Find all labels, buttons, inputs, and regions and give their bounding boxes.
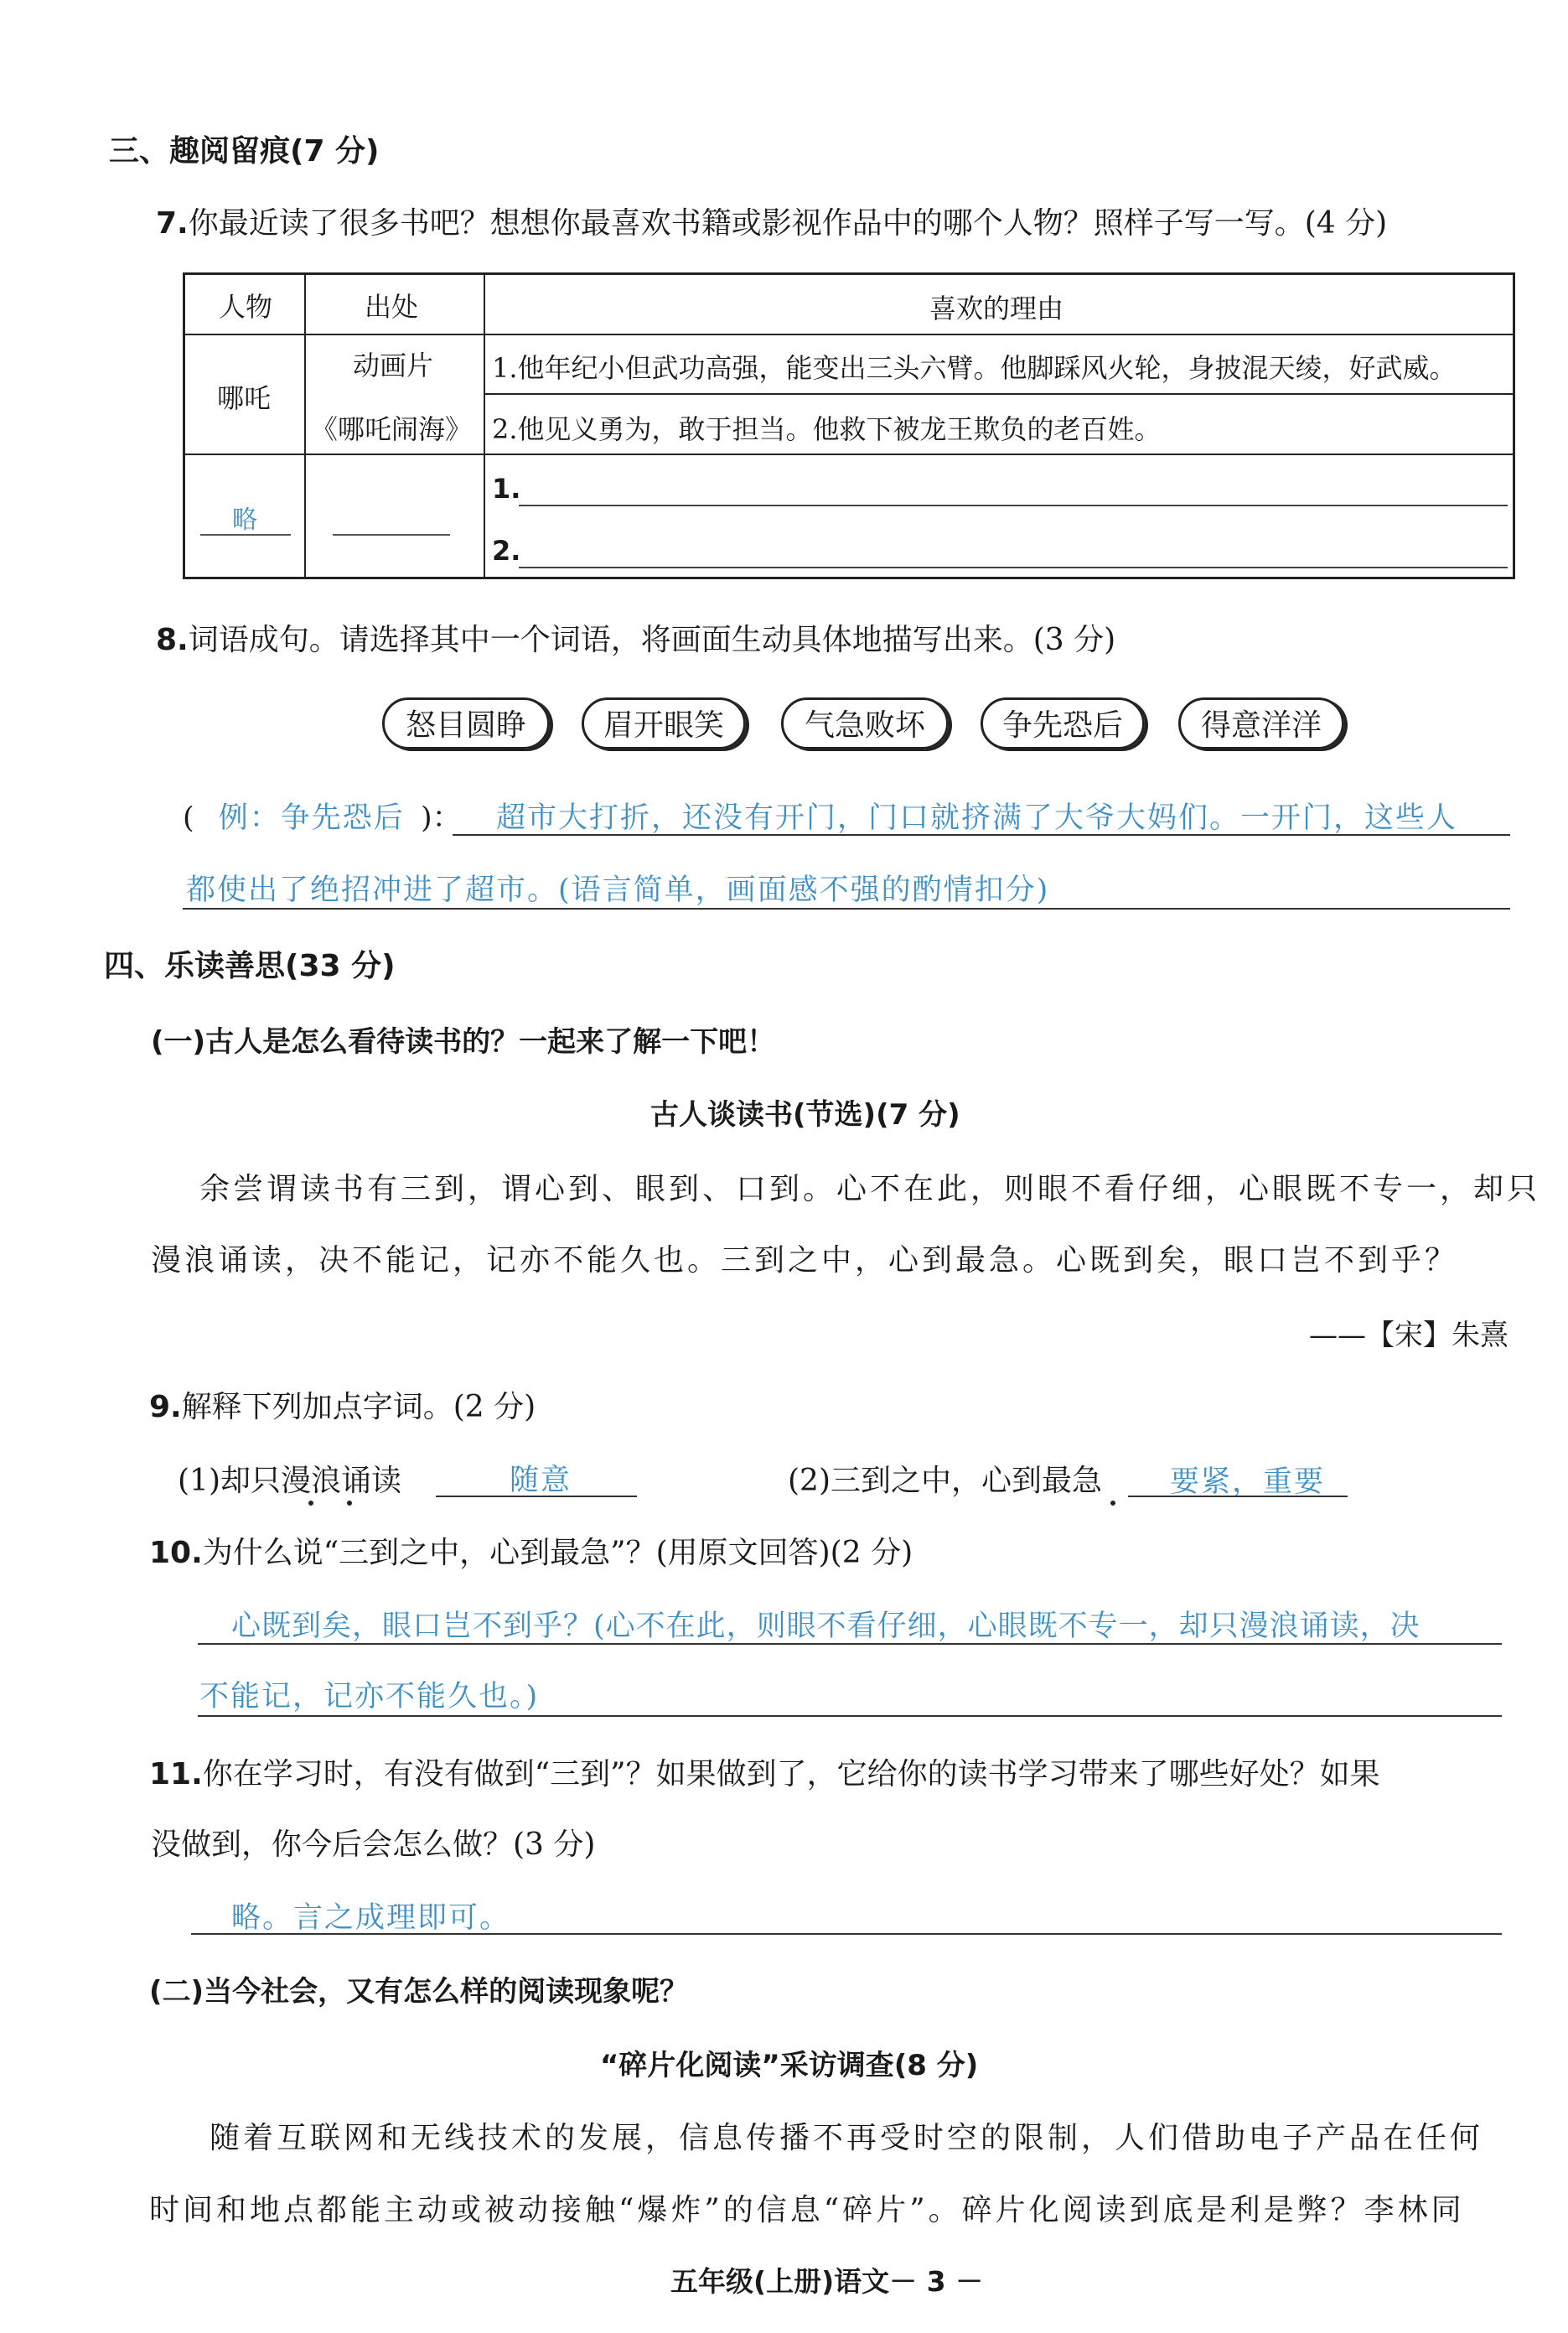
blank-label-2: 2. — [492, 535, 521, 567]
q9-item-1: (1)却只漫浪诵读 — [178, 1464, 401, 1498]
part-2-heading: (二)当今社会，又有怎么样的阅读现象呢？ — [149, 1975, 689, 2009]
q8-prefix-choice: 例：争先恐后 — [218, 801, 405, 835]
example-reason-1: 1.他年纪小但武功高强，能变出三头六臂。他脚踩风火轮，身披混天绫，好武威。 — [492, 352, 1457, 384]
header-source: 出处 — [365, 291, 419, 323]
question-number: 11. — [149, 1757, 203, 1791]
word-option: 争先恐后 — [981, 697, 1145, 749]
part-2-paragraph-line-2: 时间和地点都能主动或被动接触“爆炸”的信息“碎片”。碎片化阅读到底是利是弊？李林同 — [149, 2193, 1465, 2227]
q8-prefix — [183, 795, 462, 837]
q9-answer-1: 随意 — [510, 1464, 572, 1497]
word-option: 气急败坏 — [781, 697, 949, 749]
blank-person-answer: 略 — [232, 505, 259, 535]
q9-answer-2: 要紧，重要 — [1170, 1465, 1326, 1499]
part-1-paragraph-line-2: 漫浪诵读，决不能记，记亦不能久也。三到之中，心到最急。心既到矣，眼口岂不到乎？ — [151, 1243, 1459, 1278]
word-option: 眉开眼笑 — [582, 697, 746, 749]
question-number: 8. — [156, 623, 189, 657]
question-text: 词语成句。请选择其中一个词语，将画面生动具体地描写出来。(3 分) — [188, 623, 1116, 657]
part-1-author: ——【宋】朱熹 — [1309, 1319, 1508, 1352]
q8-answer-line-1: 超市大打折，还没有开门，门口就挤满了大爷大妈们。一开门，这些人 — [496, 801, 1458, 835]
question-8 — [156, 616, 1115, 659]
header-reason: 喜欢的理由 — [929, 293, 1064, 324]
part-1-article-title: 古人谈读书(节选)(7 分) — [650, 1098, 960, 1132]
question-7 — [156, 200, 1387, 242]
page-footer: 五年级(上册)语文－ 3 － — [670, 2265, 984, 2298]
question-number: 10. — [149, 1536, 203, 1570]
part-1-heading: (一)古人是怎么看待读书的？一起来了解一下吧！ — [151, 1025, 776, 1059]
example-source-line2: 《哪吒闹海》 — [311, 413, 473, 445]
question-11-line-2: 没做到，你今后会怎么做？(3 分) — [151, 1828, 596, 1862]
header-person: 人物 — [219, 291, 273, 323]
question-number: 9. — [149, 1390, 182, 1424]
part-2-article-title: “碎片化阅读”采访调查(8 分) — [600, 2049, 979, 2082]
q11-answer: 略。言之成理即可。 — [231, 1901, 511, 1935]
question-9 — [149, 1383, 536, 1426]
character-table — [183, 272, 1515, 579]
example-person: 哪吒 — [217, 382, 272, 414]
section-3-title: 三、趣阅留痕(7 分) — [109, 134, 380, 168]
question-10 — [149, 1529, 913, 1572]
question-11 — [149, 1750, 1380, 1793]
question-text: 为什么说“三到之中，心到最急”？(用原文回答)(2 分) — [202, 1536, 913, 1570]
q10-answer-line-2: 不能记，记亦不能久也。) — [199, 1680, 540, 1713]
q10-answer-line-1: 心既到矣，眼口岂不到乎？(心不在此，则眼不看仔细，心眼既不专一，却只漫浪诵读，决 — [231, 1610, 1421, 1643]
part-2-paragraph-line-1: 随着互联网和无线技术的发展，信息传播不再受时空的限制，人们借助电子产品在任何 — [210, 2121, 1484, 2155]
word-option: 得意洋洋 — [1178, 697, 1344, 749]
part-1-paragraph-line-1: 余尝谓读书有三到，谓心到、眼到、口到。心不在此，则眼不看仔细，心眼既不专一，却只 — [199, 1172, 1541, 1206]
question-text-line-1: 你在学习时，有没有做到“三到”？如果做到了，它给你的读书学习带来了哪些好处？如果 — [202, 1757, 1380, 1791]
question-text: 你最近读了很多书吧？想想你最喜欢书籍或影视作品中的哪个人物？照样子写一写。(4 分) — [188, 206, 1388, 241]
question-text: 解释下列加点字词。(2 分) — [181, 1390, 536, 1424]
word-option: 怒目圆睁 — [382, 697, 550, 749]
question-number: 7. — [156, 206, 189, 241]
q9-item-2: (2)三到之中，心到最急 — [788, 1464, 1102, 1498]
q8-prefix-close: )： — [420, 801, 462, 835]
blank-label-1: 1. — [492, 473, 521, 505]
section-4-title: 四、乐读善思(33 分) — [104, 949, 396, 983]
q8-prefix-open: ( — [183, 801, 194, 835]
q8-answer-line-2: 都使出了绝招冲进了超市。(语言简单，画面感不强的酌情扣分) — [186, 874, 1050, 907]
example-reason-2: 2.他见义勇为，敢于担当。他救下被龙王欺负的老百姓。 — [492, 413, 1162, 445]
example-source-line1: 动画片 — [353, 350, 434, 381]
